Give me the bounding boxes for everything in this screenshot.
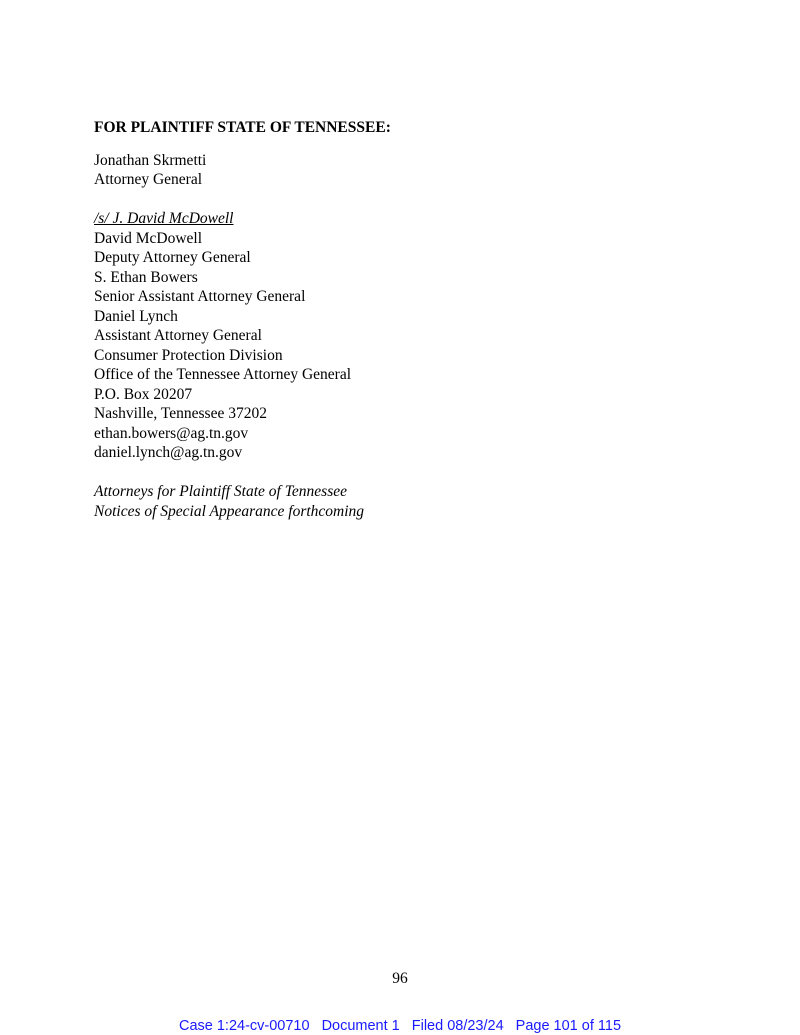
ecf-footer (0, 1018, 800, 1035)
contact-line: Consumer Protection Division (94, 346, 283, 364)
contact-line: Deputy Attorney General (94, 249, 251, 266)
contact-email: daniel.lynch@ag.tn.gov (94, 444, 243, 461)
electronic-signature: /s/ J. David McDowell (94, 210, 234, 227)
contact-line: Daniel Lynch (94, 307, 178, 325)
section-heading: FOR PLAINTIFF STATE OF TENNESSEE: (94, 119, 391, 136)
contact-line: David McDowell (94, 229, 203, 247)
spacer (94, 463, 694, 483)
contact-line: P.O. Box 20207 (94, 385, 193, 403)
contact-email: ethan.bowers@ag.tn.gov (94, 424, 249, 442)
footer-page-count: Page 101 of 115 (515, 1018, 622, 1034)
contact-line: Senior Assistant Attorney General (94, 288, 306, 305)
contact-line: S. Ethan Bowers (94, 268, 198, 286)
page-number: 96 (392, 970, 408, 987)
special-appearance-note: Notices of Special Appearance forthcoming (94, 502, 365, 520)
attorney-general-name: Jonathan Skrmetti (94, 151, 207, 169)
contact-line: Nashville, Tennessee 37202 (94, 405, 267, 422)
contact-lines (94, 229, 694, 463)
footer-case-number: Case 1:24-cv-00710 (178, 1018, 310, 1034)
signature-block (94, 118, 694, 521)
footer-document-number: Document 1 (321, 1018, 400, 1034)
spacer (94, 190, 694, 210)
contact-line: Office of the Tennessee Attorney General (94, 366, 352, 383)
footer-filed-date: Filed 08/23/24 (411, 1018, 504, 1034)
contact-line: Assistant Attorney General (94, 327, 262, 344)
attorneys-for-note: Attorneys for Plaintiff State of Tennessee (94, 483, 348, 500)
attorney-general-title: Attorney General (94, 171, 203, 188)
